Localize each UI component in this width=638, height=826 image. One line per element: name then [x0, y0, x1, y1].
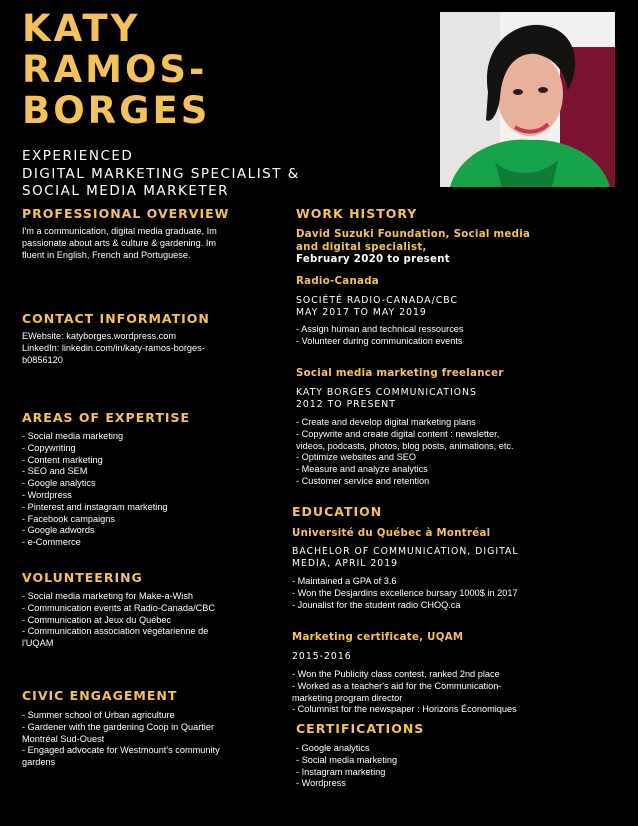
overview-line: passionate about arts & culture & gardening. Im: [22, 237, 217, 248]
job-david-suzuki: [296, 229, 616, 267]
subtitle-line: EXPERIENCED: [22, 148, 134, 164]
linkedin-link[interactable]: LinkedIn: linkedin.com/in/katy-ramos-borges-: [22, 342, 205, 353]
list-item: - Google analytics: [22, 478, 96, 489]
list-item: - Create and develop digital marketing plans: [296, 417, 476, 427]
list-item: - Social media marketing: [296, 754, 398, 765]
volunteering-heading: VOLUNTEERING: [22, 570, 143, 585]
list-item: - Communication events at Radio-Canada/CBC: [22, 602, 216, 613]
list-item: - Columnist for the newspaper : Horizons Économiques: [292, 704, 517, 715]
list-item: - Wordpress: [296, 778, 346, 789]
volunteering-list: [22, 591, 282, 650]
job-duties: [296, 324, 616, 348]
list-item: - Assign human and technical ressources: [296, 324, 464, 334]
list-item: gardens: [22, 757, 56, 768]
certificate-achievements: [292, 669, 628, 716]
job-title: and digital specialist,: [296, 241, 427, 253]
civic-heading: CIVIC ENGAGEMENT: [22, 688, 178, 703]
list-item: - Social media marketing: [22, 431, 124, 441]
list-item: - Copywrite and create digital content : newsletter,: [296, 428, 500, 439]
org-line: 2012 TO PRESENT: [296, 399, 396, 410]
list-item: - Copywriting: [22, 442, 76, 453]
list-item: - Won the Desjardins excellence bursary 1000$ in 2017: [292, 587, 518, 598]
org-line: 2015-2016: [292, 651, 352, 662]
degree-info: [292, 546, 622, 570]
list-item: - Customer service and retention: [296, 475, 430, 486]
list-item: - Worked as a teacher's aid for the Communication-: [292, 680, 502, 691]
list-item: videos, podcasts, photos, blog posts, animations, etc.: [296, 440, 514, 451]
overview-line: fluent in English, French and Portuguese.: [22, 249, 191, 260]
list-item: - Measure and analyze analytics: [296, 464, 428, 475]
education-achievements: [292, 576, 628, 611]
list-item: - Summer school of Urban agriculture: [22, 710, 175, 720]
job-title-radio-canada: Radio-Canada: [296, 276, 379, 287]
org-line: KATY BORGES COMMUNICATIONS: [296, 387, 477, 398]
list-item: l'UQAM: [22, 638, 54, 649]
org-line: MAY 2017 TO MAY 2019: [296, 307, 427, 318]
subtitle-line: DIGITAL MARKETING SPECIALIST &: [22, 165, 300, 182]
list-item: - Communication association végétarienne de: [22, 626, 209, 637]
list-item: - Engaged advocate for Westmount's community: [22, 745, 220, 756]
linkedin-link-cont[interactable]: b0856120: [22, 354, 63, 365]
profile-photo: [440, 12, 615, 187]
list-item: - Facebook campaigns: [22, 513, 115, 524]
expertise-heading: AREAS OF EXPERTISE: [22, 410, 191, 425]
list-item: - Wordpress: [22, 489, 72, 500]
list-item: - Optimize websites and SEO: [296, 452, 416, 463]
job-title: David Suzuki Foundation, Social media: [296, 229, 531, 240]
job-org: [296, 295, 616, 319]
work-heading: WORK HISTORY: [296, 206, 418, 221]
job-org: [296, 387, 616, 411]
name-line: BORGES: [22, 89, 211, 132]
list-item: - Instagram marketing: [296, 766, 386, 777]
list-item: - Maintained a GPA of 3.6: [292, 576, 397, 586]
school-title-uqam: Université du Québec à Montréal: [292, 528, 491, 539]
list-item: - Volunteer during communication events: [296, 335, 463, 346]
certifications-list: [296, 743, 616, 790]
overview-line: I'm a communication, digital media graduate, Im: [22, 226, 217, 236]
name-line: KATY: [22, 7, 141, 50]
portrait-image: [440, 12, 615, 187]
overview-text: [22, 226, 282, 261]
list-item: - Pinterest and instagram marketing: [22, 501, 168, 512]
list-item: - Communication at Jeux du Québec: [22, 614, 172, 625]
list-item: - Won the Publicity class contest, ranked 2nd place: [292, 669, 500, 679]
professional-title: [22, 148, 422, 201]
overview-heading: PROFESSIONAL OVERVIEW: [22, 206, 230, 221]
list-item: - Google adwords: [22, 525, 95, 536]
school-title-certificate: Marketing certificate, UQAM: [292, 632, 464, 643]
website-link[interactable]: EWebsite: katyborges.wordpress.com: [22, 331, 177, 341]
contact-heading: CONTACT INFORMATION: [22, 311, 210, 326]
subtitle-line: SOCIAL MEDIA MARKETER: [22, 183, 230, 199]
contact-info: [22, 331, 282, 366]
name-line: RAMOS-: [22, 48, 208, 91]
org-line: SOCIÉTÉ RADIO-CANADA/CBC: [296, 295, 458, 306]
certifications-heading: CERTIFICATIONS: [296, 721, 425, 736]
job-date: February 2020 to present: [296, 254, 450, 265]
list-item: - Gardener with the gardening Coop in Quartier: [22, 721, 215, 732]
list-item: Montréal Sud-Ouest: [22, 733, 105, 744]
list-item: marketing program director: [292, 692, 403, 703]
list-item: - Jounalist for the student radio CHOQ.ca: [292, 599, 461, 610]
list-item: - Social media marketing for Make-a-Wish: [22, 591, 194, 601]
education-heading: EDUCATION: [292, 504, 383, 519]
list-item: - Content marketing: [22, 454, 103, 465]
list-item: - Google analytics: [296, 743, 370, 753]
org-line: MEDIA, APRIL 2019: [292, 558, 399, 569]
job-title-freelancer: Social media marketing freelancer: [296, 368, 504, 379]
org-line: BACHELOR OF COMMUNICATION, DIGITAL: [292, 546, 519, 557]
expertise-list: [22, 431, 282, 549]
list-item: - SEO and SEM: [22, 466, 88, 477]
certificate-date: [292, 651, 622, 663]
civic-list: [22, 710, 282, 769]
job-duties: [296, 417, 626, 488]
candidate-name: [22, 8, 432, 131]
list-item: - e-Commerce: [22, 537, 81, 548]
